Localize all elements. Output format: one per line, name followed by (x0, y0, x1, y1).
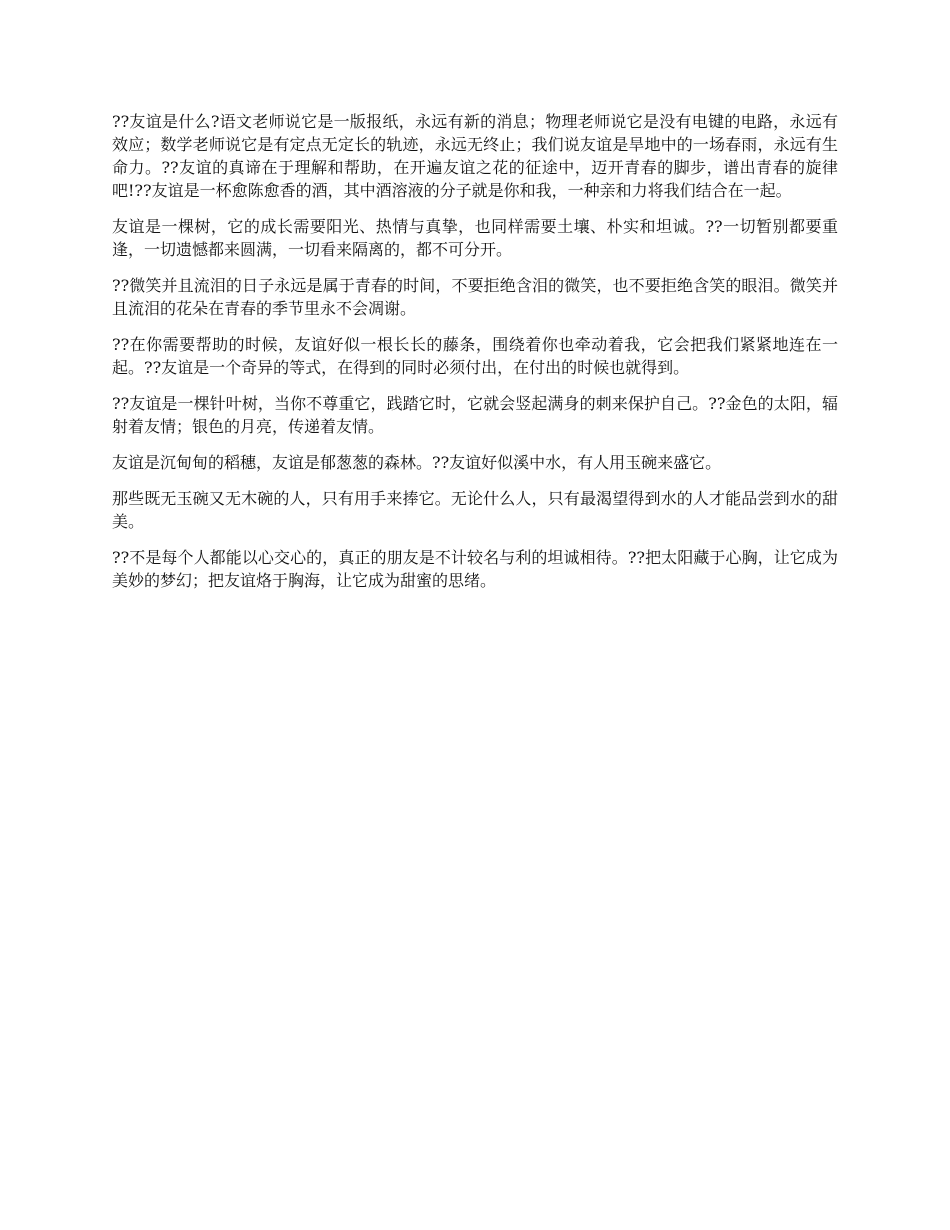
paragraph-8: ??不是每个人都能以心交心的，真正的朋友是不计较名与利的坦诚相待。??把太阳藏于心胸，让它成为美妙的梦幻；把友谊烙于胸海，让它成为甜蜜的思绪。 (112, 548, 838, 590)
paragraph-5: ??友谊是一棵针叶树，当你不尊重它，践踏它时，它就会竖起满身的刺来保护自己。??金色的太阳，辐射着友情；银色的月亮，传递着友情。 (112, 394, 838, 436)
paragraph-6: 友谊是沉甸甸的稻穗，友谊是郁葱葱的森林。??友谊好似溪中水，有人用玉碗来盛它。 (112, 453, 722, 472)
paragraph-4: ??在你需要帮助的时候，友谊好似一根长长的藤条，围绕着你也牵动着我，它会把我们紧紧地连在一起。??友谊是一个奇异的等式，在得到的同时必须付出，在付出的时候也就得到。 (112, 335, 838, 377)
paragraph-1: ??友谊是什么?语文老师说它是一版报纸，永远有新的消息；物理老师说它是没有电键的电路，永远有效应；数学老师说它是有定点无定长的轨迹，永远无终止；我们说友谊是旱地中的一场春雨，永远有生命力。??友谊的真谛在于理解和帮助，在开遍友谊之花的征途中，迈开青春的脚步，谱出青春的旋律吧!??友谊是一杯愈陈愈香的酒，其中酒溶液的分子就是你和我，一种亲和力将我们结合在一起。 (112, 112, 838, 200)
paragraph-2: 友谊是一棵树，它的成长需要阳光、热情与真挚，也同样需要土壤、朴实和坦诚。??一切暂别都要重逢，一切遗憾都来圆满，一切看来隔离的，都不可分开。 (112, 217, 838, 259)
paragraph-3: ??微笑并且流泪的日子永远是属于青春的时间，不要拒绝含泪的微笑，也不要拒绝含笑的眼泪。微笑并且流泪的花朵在青春的季节里永不会凋谢。 (112, 276, 838, 318)
paragraph-7: 那些既无玉碗又无木碗的人，只有用手来捧它。无论什么人，只有最渴望得到水的人才能品尝到水的甜美。 (112, 489, 838, 531)
document-body (112, 110, 838, 592)
